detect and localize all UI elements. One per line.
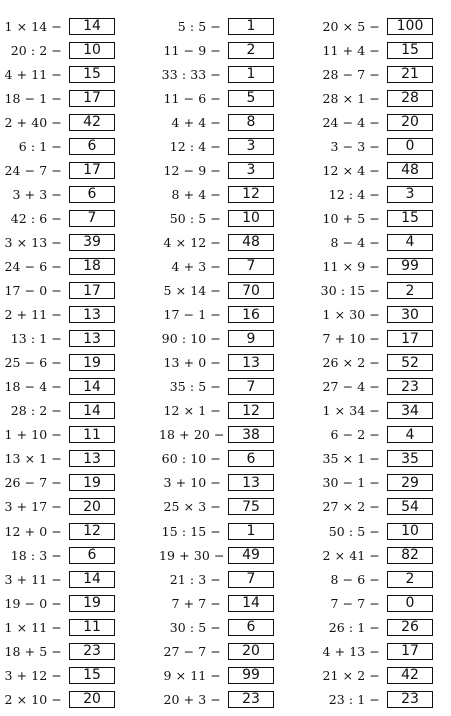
answer-box[interactable]: 17 bbox=[69, 282, 115, 299]
answer-box[interactable]: 28 bbox=[387, 90, 433, 107]
answer-box[interactable]: 10 bbox=[228, 210, 274, 227]
problem-expression: 7 − 7 − bbox=[330, 595, 380, 611]
problem-expression: 12 : 4 − bbox=[328, 186, 380, 202]
answer-box[interactable]: 82 bbox=[387, 547, 433, 564]
problem-expression: 21 : 3 − bbox=[169, 571, 221, 587]
answer-box[interactable]: 7 bbox=[228, 571, 274, 588]
problem-expression: 2 × 10 − bbox=[4, 691, 62, 707]
problem-expression: 4 + 3 − bbox=[171, 258, 221, 274]
problem-expression: 26 − 7 − bbox=[4, 475, 62, 491]
problem-row bbox=[159, 423, 274, 447]
answer-box[interactable]: 42 bbox=[69, 114, 115, 131]
problem-expression: 50 : 5 − bbox=[169, 210, 221, 226]
problem-row bbox=[0, 110, 115, 134]
problem-row bbox=[0, 687, 115, 711]
problem-row bbox=[318, 158, 433, 182]
answer-box[interactable]: 9 bbox=[228, 330, 274, 347]
answer-box[interactable]: 6 bbox=[69, 138, 115, 155]
problem-row bbox=[318, 38, 433, 62]
problem-row bbox=[159, 86, 274, 110]
problem-row bbox=[318, 375, 433, 399]
problem-expression: 18 : 3 − bbox=[10, 547, 62, 563]
problem-expression: 18 − 4 − bbox=[4, 379, 62, 395]
problem-row bbox=[159, 519, 274, 543]
answer-box[interactable]: 30 bbox=[387, 306, 433, 323]
problem-row bbox=[0, 351, 115, 375]
problem-row bbox=[318, 62, 433, 86]
problem-row bbox=[159, 567, 274, 591]
problem-expression: 1 × 30 − bbox=[322, 307, 380, 323]
problem-row bbox=[159, 38, 274, 62]
problem-expression: 8 − 6 − bbox=[330, 571, 380, 587]
problem-row bbox=[0, 38, 115, 62]
answer-box[interactable]: 35 bbox=[387, 450, 433, 467]
problem-expression: 7 + 7 − bbox=[171, 595, 221, 611]
problem-expression: 1 × 11 − bbox=[4, 619, 62, 635]
problem-row bbox=[159, 543, 274, 567]
problem-expression: 4 × 12 − bbox=[163, 234, 221, 250]
answer-box[interactable]: 11 bbox=[69, 426, 115, 443]
problem-expression: 15 : 15 − bbox=[161, 523, 221, 539]
problem-row bbox=[0, 375, 115, 399]
answer-box[interactable]: 38 bbox=[228, 426, 274, 443]
answer-box[interactable]: 10 bbox=[69, 42, 115, 59]
answer-box[interactable]: 99 bbox=[228, 667, 274, 684]
answer-box[interactable]: 3 bbox=[387, 186, 433, 203]
problem-expression: 25 − 6 − bbox=[4, 355, 62, 371]
problem-row bbox=[318, 134, 433, 158]
answer-box[interactable]: 34 bbox=[387, 402, 433, 419]
answer-box[interactable]: 42 bbox=[387, 667, 433, 684]
problem-expression: 30 − 1 − bbox=[322, 475, 380, 491]
answer-box[interactable]: 10 bbox=[387, 523, 433, 540]
answer-box[interactable]: 7 bbox=[228, 258, 274, 275]
problem-expression: 1 × 34 − bbox=[322, 403, 380, 419]
answer-box[interactable]: 23 bbox=[387, 378, 433, 395]
problem-expression: 24 − 6 − bbox=[4, 258, 62, 274]
problem-expression: 13 + 0 − bbox=[163, 355, 221, 371]
problem-expression: 30 : 5 − bbox=[169, 619, 221, 635]
answer-box[interactable]: 1 bbox=[228, 18, 274, 35]
problem-expression: 12 × 4 − bbox=[322, 162, 380, 178]
answer-box[interactable]: 13 bbox=[228, 474, 274, 491]
problem-expression: 19 − 0 − bbox=[4, 595, 62, 611]
answer-box[interactable]: 19 bbox=[69, 474, 115, 491]
answer-box[interactable]: 70 bbox=[228, 282, 274, 299]
answer-box[interactable]: 4 bbox=[387, 426, 433, 443]
problem-row bbox=[318, 303, 433, 327]
problem-expression: 4 + 4 − bbox=[171, 114, 221, 130]
answer-box[interactable]: 0 bbox=[387, 138, 433, 155]
problem-row bbox=[318, 447, 433, 471]
problem-row bbox=[159, 399, 274, 423]
problem-expression: 35 × 1 − bbox=[322, 451, 380, 467]
answer-box[interactable]: 7 bbox=[69, 210, 115, 227]
problem-expression: 5 : 5 − bbox=[177, 18, 221, 34]
problem-expression: 21 × 2 − bbox=[322, 667, 380, 683]
problem-expression: 28 × 1 − bbox=[322, 90, 380, 106]
problem-row bbox=[159, 351, 274, 375]
problem-column-1 bbox=[0, 14, 115, 711]
answer-box[interactable]: 2 bbox=[228, 42, 274, 59]
answer-box[interactable]: 26 bbox=[387, 619, 433, 636]
problem-expression: 12 × 1 − bbox=[163, 403, 221, 419]
problem-expression: 20 × 5 − bbox=[322, 18, 380, 34]
answer-box[interactable]: 15 bbox=[387, 42, 433, 59]
answer-box[interactable]: 75 bbox=[228, 498, 274, 515]
answer-box[interactable]: 14 bbox=[69, 571, 115, 588]
problem-expression: 27 − 4 − bbox=[322, 379, 380, 395]
problem-expression: 42 : 6 − bbox=[10, 210, 62, 226]
problem-expression: 10 + 5 − bbox=[322, 210, 380, 226]
problem-row bbox=[0, 158, 115, 182]
answer-box[interactable]: 18 bbox=[69, 258, 115, 275]
answer-box[interactable]: 6 bbox=[69, 547, 115, 564]
answer-box[interactable]: 7 bbox=[228, 378, 274, 395]
answer-box[interactable]: 16 bbox=[228, 306, 274, 323]
problem-expression: 90 : 10 − bbox=[161, 331, 221, 347]
problem-expression: 2 × 41 − bbox=[322, 547, 380, 563]
problem-row bbox=[318, 495, 433, 519]
problem-expression: 1 + 10 − bbox=[4, 427, 62, 443]
problem-row bbox=[318, 351, 433, 375]
answer-box[interactable]: 6 bbox=[228, 619, 274, 636]
answer-box[interactable]: 15 bbox=[69, 667, 115, 684]
problem-row bbox=[0, 254, 115, 278]
problem-row bbox=[318, 206, 433, 230]
answer-box[interactable]: 11 bbox=[69, 619, 115, 636]
problem-row bbox=[0, 134, 115, 158]
problem-row bbox=[318, 543, 433, 567]
problem-expression: 23 : 1 − bbox=[328, 691, 380, 707]
problem-row bbox=[159, 327, 274, 351]
problem-row bbox=[159, 375, 274, 399]
answer-box[interactable]: 2 bbox=[387, 571, 433, 588]
problem-row bbox=[159, 303, 274, 327]
problem-expression: 3 − 3 − bbox=[330, 138, 380, 154]
answer-box[interactable]: 29 bbox=[387, 474, 433, 491]
problem-column-3 bbox=[318, 14, 433, 711]
problem-row bbox=[318, 519, 433, 543]
problem-row bbox=[159, 471, 274, 495]
answer-box[interactable]: 23 bbox=[69, 643, 115, 660]
problem-expression: 27 × 2 − bbox=[322, 499, 380, 515]
answer-box[interactable]: 17 bbox=[387, 643, 433, 660]
problem-expression: 24 − 4 − bbox=[322, 114, 380, 130]
problem-row bbox=[0, 399, 115, 423]
answer-box[interactable]: 5 bbox=[228, 90, 274, 107]
problem-row bbox=[318, 615, 433, 639]
answer-box[interactable]: 13 bbox=[69, 450, 115, 467]
answer-box[interactable]: 12 bbox=[228, 186, 274, 203]
problem-expression: 2 + 11 − bbox=[4, 307, 62, 323]
problem-expression: 11 − 6 − bbox=[163, 90, 221, 106]
answer-box[interactable]: 19 bbox=[69, 595, 115, 612]
answer-box[interactable]: 12 bbox=[228, 402, 274, 419]
problem-row bbox=[159, 62, 274, 86]
problem-expression: 28 : 2 − bbox=[10, 403, 62, 419]
problem-expression: 11 − 9 − bbox=[163, 42, 221, 58]
problem-expression: 50 : 5 − bbox=[328, 523, 380, 539]
problem-expression: 3 + 17 − bbox=[4, 499, 62, 515]
problem-row bbox=[159, 182, 274, 206]
problem-row bbox=[318, 471, 433, 495]
problem-row bbox=[318, 254, 433, 278]
answer-box[interactable]: 17 bbox=[387, 330, 433, 347]
answer-box[interactable]: 54 bbox=[387, 498, 433, 515]
answer-box[interactable]: 20 bbox=[228, 643, 274, 660]
problem-expression: 3 × 13 − bbox=[4, 234, 62, 250]
answer-box[interactable]: 14 bbox=[69, 402, 115, 419]
problem-expression: 11 + 4 − bbox=[322, 42, 380, 58]
answer-box[interactable]: 8 bbox=[228, 114, 274, 131]
answer-box[interactable]: 14 bbox=[69, 18, 115, 35]
problem-expression: 4 + 11 − bbox=[4, 66, 62, 82]
problem-row bbox=[159, 14, 274, 38]
answer-box[interactable]: 99 bbox=[387, 258, 433, 275]
answer-box[interactable]: 23 bbox=[228, 691, 274, 708]
answer-box[interactable]: 3 bbox=[228, 162, 274, 179]
problem-expression: 3 + 12 − bbox=[4, 667, 62, 683]
problem-row bbox=[318, 327, 433, 351]
problem-row bbox=[0, 543, 115, 567]
problem-expression: 26 × 2 − bbox=[322, 355, 380, 371]
problem-expression: 12 + 0 − bbox=[4, 523, 62, 539]
problem-row bbox=[318, 567, 433, 591]
problem-expression: 60 : 10 − bbox=[161, 451, 221, 467]
problem-row bbox=[159, 279, 274, 303]
problem-row bbox=[0, 86, 115, 110]
answer-box[interactable]: 23 bbox=[387, 691, 433, 708]
problem-expression: 17 − 0 − bbox=[4, 283, 62, 299]
problem-row bbox=[318, 687, 433, 711]
problem-row bbox=[318, 591, 433, 615]
problem-expression: 1 × 14 − bbox=[4, 18, 62, 34]
problem-row bbox=[159, 110, 274, 134]
answer-box[interactable]: 6 bbox=[228, 450, 274, 467]
answer-box[interactable]: 52 bbox=[387, 354, 433, 371]
problem-expression: 3 + 10 − bbox=[163, 475, 221, 491]
problem-expression: 13 × 1 − bbox=[4, 451, 62, 467]
problem-expression: 18 + 5 − bbox=[4, 643, 62, 659]
problem-row bbox=[0, 327, 115, 351]
problem-expression: 4 + 13 − bbox=[322, 643, 380, 659]
answer-box[interactable]: 1 bbox=[228, 66, 274, 83]
answer-box[interactable]: 17 bbox=[69, 162, 115, 179]
problem-row bbox=[159, 495, 274, 519]
problem-row bbox=[0, 62, 115, 86]
problem-expression: 12 : 4 − bbox=[169, 138, 221, 154]
problem-expression: 20 + 3 − bbox=[163, 691, 221, 707]
problem-expression: 9 × 11 − bbox=[163, 667, 221, 683]
problem-row bbox=[159, 639, 274, 663]
problem-row bbox=[0, 303, 115, 327]
answer-box[interactable]: 14 bbox=[228, 595, 274, 612]
problem-row bbox=[159, 591, 274, 615]
answer-box[interactable]: 21 bbox=[387, 66, 433, 83]
problem-expression: 33 : 33 − bbox=[161, 66, 221, 82]
answer-box[interactable]: 17 bbox=[69, 90, 115, 107]
problem-expression: 8 − 4 − bbox=[330, 234, 380, 250]
problem-row bbox=[159, 447, 274, 471]
answer-box[interactable]: 19 bbox=[69, 354, 115, 371]
problem-expression: 20 : 2 − bbox=[10, 42, 62, 58]
problem-row bbox=[0, 591, 115, 615]
answer-box[interactable]: 3 bbox=[228, 138, 274, 155]
problem-row bbox=[0, 182, 115, 206]
problem-row bbox=[318, 14, 433, 38]
problem-row bbox=[159, 615, 274, 639]
answer-box[interactable]: 13 bbox=[69, 306, 115, 323]
problem-row bbox=[318, 423, 433, 447]
problem-row bbox=[159, 134, 274, 158]
problem-row bbox=[0, 206, 115, 230]
problem-row bbox=[318, 663, 433, 687]
problem-row bbox=[0, 567, 115, 591]
problem-row bbox=[0, 663, 115, 687]
answer-box[interactable]: 6 bbox=[69, 186, 115, 203]
answer-box[interactable]: 49 bbox=[228, 547, 274, 564]
problem-row bbox=[159, 206, 274, 230]
problem-expression: 12 − 9 − bbox=[163, 162, 221, 178]
answer-box[interactable]: 20 bbox=[69, 498, 115, 515]
problem-expression: 26 : 1 − bbox=[328, 619, 380, 635]
problem-row bbox=[318, 182, 433, 206]
problem-row bbox=[0, 423, 115, 447]
problem-expression: 11 × 9 − bbox=[322, 258, 380, 274]
problem-row bbox=[0, 639, 115, 663]
problem-expression: 5 × 14 − bbox=[163, 283, 221, 299]
answer-box[interactable]: 48 bbox=[228, 234, 274, 251]
problem-row bbox=[0, 279, 115, 303]
answer-box[interactable]: 1 bbox=[228, 523, 274, 540]
answer-box[interactable]: 15 bbox=[387, 210, 433, 227]
problem-row bbox=[159, 254, 274, 278]
problem-expression: 27 − 7 − bbox=[163, 643, 221, 659]
answer-box[interactable]: 13 bbox=[228, 354, 274, 371]
problem-expression: 3 + 3 − bbox=[12, 186, 62, 202]
problem-expression: 30 : 15 − bbox=[320, 283, 380, 299]
problem-row bbox=[0, 519, 115, 543]
problem-row bbox=[318, 86, 433, 110]
problem-row bbox=[0, 447, 115, 471]
problem-row bbox=[0, 471, 115, 495]
problem-column-2 bbox=[159, 14, 274, 711]
problem-row bbox=[0, 230, 115, 254]
problem-row bbox=[318, 279, 433, 303]
problem-expression: 2 + 40 − bbox=[4, 114, 62, 130]
problem-row bbox=[318, 110, 433, 134]
problem-expression: 3 + 11 − bbox=[4, 571, 62, 587]
problem-expression: 19 + 30 − bbox=[159, 547, 225, 563]
answer-box[interactable]: 14 bbox=[69, 378, 115, 395]
answer-box[interactable]: 15 bbox=[69, 66, 115, 83]
problem-expression: 17 − 1 − bbox=[163, 307, 221, 323]
answer-box[interactable]: 12 bbox=[69, 523, 115, 540]
answer-box[interactable]: 2 bbox=[387, 282, 433, 299]
answer-box[interactable]: 20 bbox=[387, 114, 433, 131]
problem-expression: 6 − 2 − bbox=[330, 427, 380, 443]
problem-expression: 24 − 7 − bbox=[4, 162, 62, 178]
problem-row bbox=[159, 687, 274, 711]
problem-row bbox=[0, 495, 115, 519]
problem-row bbox=[0, 14, 115, 38]
problem-expression: 8 + 4 − bbox=[171, 186, 221, 202]
problem-expression: 35 : 5 − bbox=[169, 379, 221, 395]
problem-row bbox=[159, 230, 274, 254]
problem-expression: 13 : 1 − bbox=[10, 331, 62, 347]
problem-row bbox=[318, 399, 433, 423]
problem-expression: 7 + 10 − bbox=[322, 331, 380, 347]
problem-expression: 18 − 1 − bbox=[4, 90, 62, 106]
answer-box[interactable]: 20 bbox=[69, 691, 115, 708]
problem-row bbox=[0, 615, 115, 639]
problem-row bbox=[318, 230, 433, 254]
problem-expression: 25 × 3 − bbox=[163, 499, 221, 515]
problem-row bbox=[159, 158, 274, 182]
problem-row bbox=[318, 639, 433, 663]
problem-expression: 18 + 20 − bbox=[159, 427, 225, 443]
problem-row bbox=[159, 663, 274, 687]
answer-box[interactable]: 48 bbox=[387, 162, 433, 179]
answer-box[interactable]: 13 bbox=[69, 330, 115, 347]
answer-box[interactable]: 0 bbox=[387, 595, 433, 612]
problem-expression: 28 − 7 − bbox=[322, 66, 380, 82]
answer-box[interactable]: 100 bbox=[387, 18, 433, 35]
answer-box[interactable]: 39 bbox=[69, 234, 115, 251]
problem-expression: 6 : 1 − bbox=[18, 138, 62, 154]
answer-box[interactable]: 4 bbox=[387, 234, 433, 251]
